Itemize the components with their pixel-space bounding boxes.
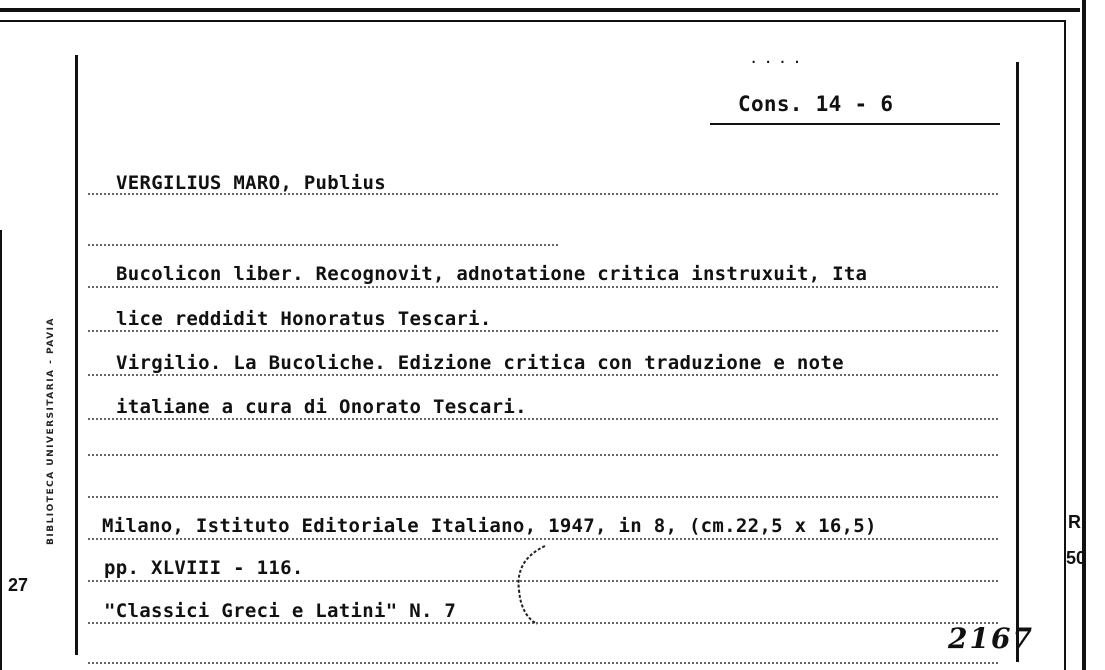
top-mark: . . . . (750, 52, 801, 66)
dotted-line (88, 330, 998, 332)
imprint: Milano, Istituto Editoriale Italiano, 1947, in 8, (cm.22,5 x 16,5) (102, 515, 877, 537)
dotted-line (88, 662, 998, 664)
dotted-line (88, 496, 998, 498)
margin-note-right-bottom: 50 (1066, 548, 1087, 568)
shelfmark: Cons. 14 - 6 (738, 92, 894, 116)
shelfmark-underline (710, 123, 1000, 125)
margin-note-right-top: R. (1068, 512, 1086, 532)
left-edge (0, 230, 2, 670)
title-line: Bucolicon liber. Recognovit, adnotatione critica instruxuit, Ita (116, 263, 868, 285)
title-line: lice reddidit Honoratus Tescari. (116, 308, 492, 330)
bracket-mark (505, 540, 565, 630)
right-border (1064, 20, 1066, 670)
dotted-line (88, 374, 998, 376)
author-heading: VERGILIUS MARO, Publius (116, 172, 386, 194)
title-line: Virgilio. La Bucoliche. Edizione critica con traduzione e note (116, 352, 844, 374)
handwritten-note: 2167 (948, 622, 1034, 655)
title-line: italiane a cura di Onorato Tescari. (116, 396, 527, 418)
library-stamp: BIBLIOTECA UNIVERSITARIA - PAVIA (46, 317, 56, 545)
far-right-border (1082, 0, 1086, 670)
collation: pp. XLVIII - 116. (104, 557, 304, 579)
dotted-line (88, 286, 998, 288)
dotted-line (88, 454, 998, 456)
top-border (0, 8, 1080, 12)
dotted-line (88, 244, 558, 246)
dotted-line (88, 418, 998, 420)
margin-number-left: 27 (8, 575, 29, 595)
top-border-inner (0, 20, 1065, 22)
right-margin-rule (1016, 62, 1019, 662)
series-note: "Classici Greci e Latini" N. 7 (104, 600, 457, 622)
left-margin-rule (75, 55, 78, 655)
